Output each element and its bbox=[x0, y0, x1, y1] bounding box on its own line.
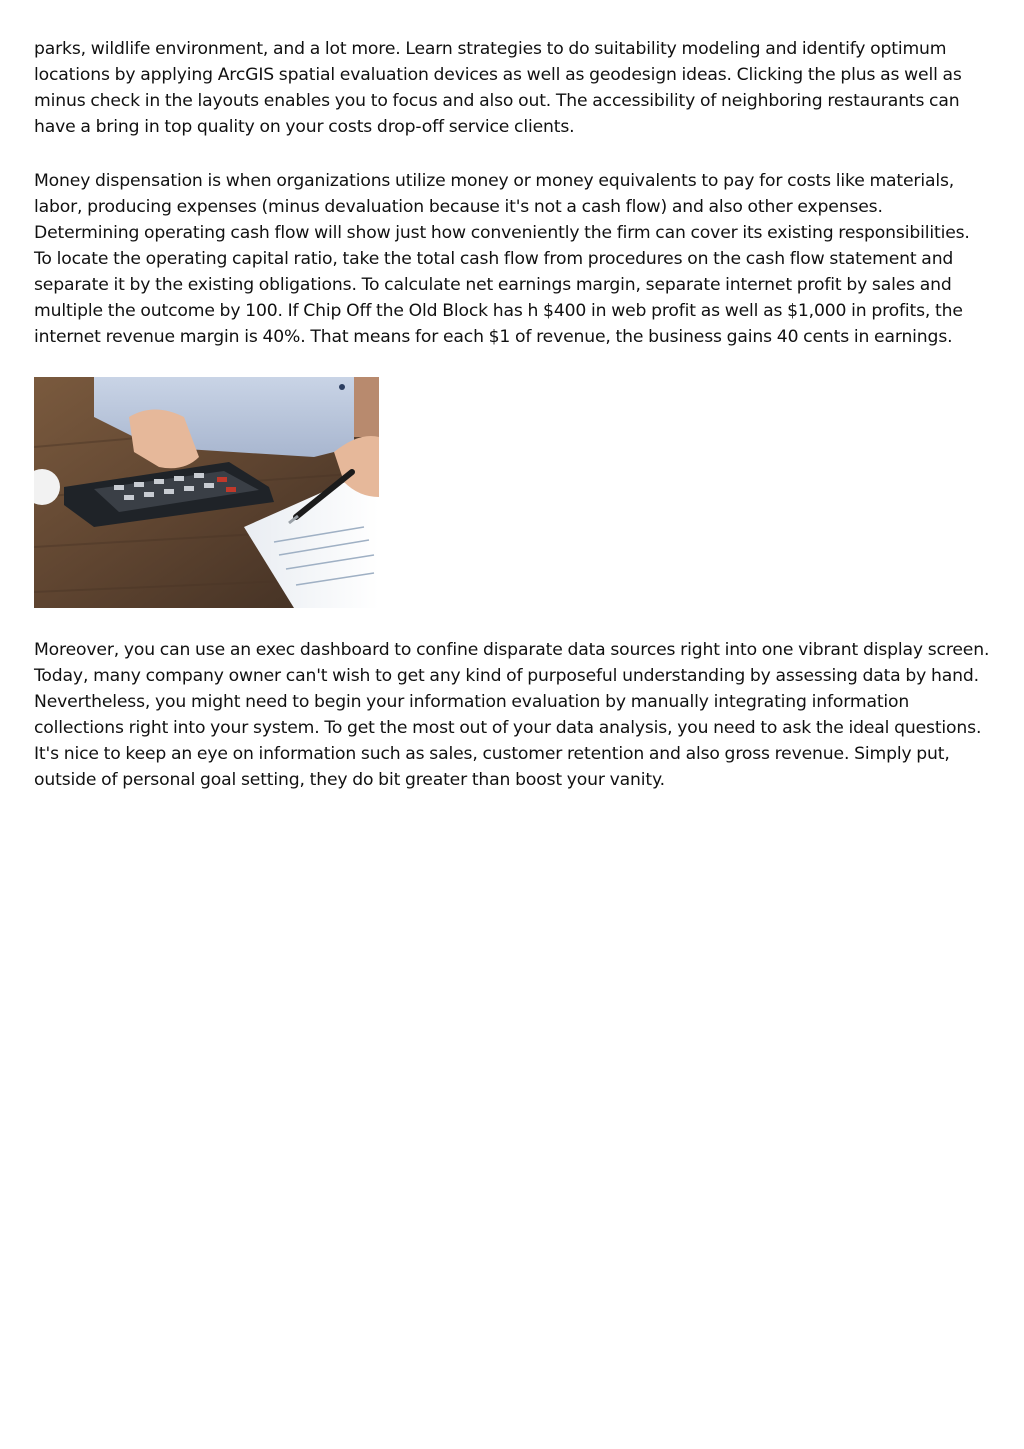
document-page bbox=[34, 36, 990, 793]
paragraph-suitability-modeling: parks, wildlife environment, and a lot more. Learn strategies to do suitability modeling and identify optimum locations by applying ArcGIS spatial evaluation devices as well as geodesign ideas. Clicking the plus as well as minus check in the layouts enables you to focus and also out. The accessibility of neighboring restaurants can have a bring in top quality on your costs drop-off service clients. bbox=[34, 39, 962, 137]
paragraph-exec-dashboard: Moreover, you can use an exec dashboard to confine disparate data sources right into one vibrant display screen. Today, many company owner can't wish to get any kind of purposeful understanding by assessing data by hand. Nevertheless, you might need to begin your information evaluation by manually integrating information collections right into your system. To get the most out of your data analysis, you need to ask the ideal questions. It's nice to keep an eye on information such as sales, customer retention and also gross revenue. Simply put, outside of personal goal setting, they do bit greater than boost your vanity. bbox=[34, 640, 990, 790]
paragraph-cash-flow: Money dispensation is when organizations utilize money or money equivalents to pay for costs like materials, labor, producing expenses (minus devaluation because it's not a cash flow) and also other expenses. Determining operating cash flow will show just how conveniently the firm can cover its existing responsibilities. To locate the operating capital ratio, take the total cash flow from procedures on the cash flow statement and separate it by the existing obligations. To calculate net earnings margin, separate internet profit by sales and multiple the outcome by 100. If Chip Off the Old Block has h $400 in web profit as well as $1,000 in profits, the internet revenue margin is 40%. That means for each $1 of revenue, the business gains 40 cents in earnings. bbox=[34, 171, 970, 347]
calculator-photo bbox=[34, 377, 379, 608]
